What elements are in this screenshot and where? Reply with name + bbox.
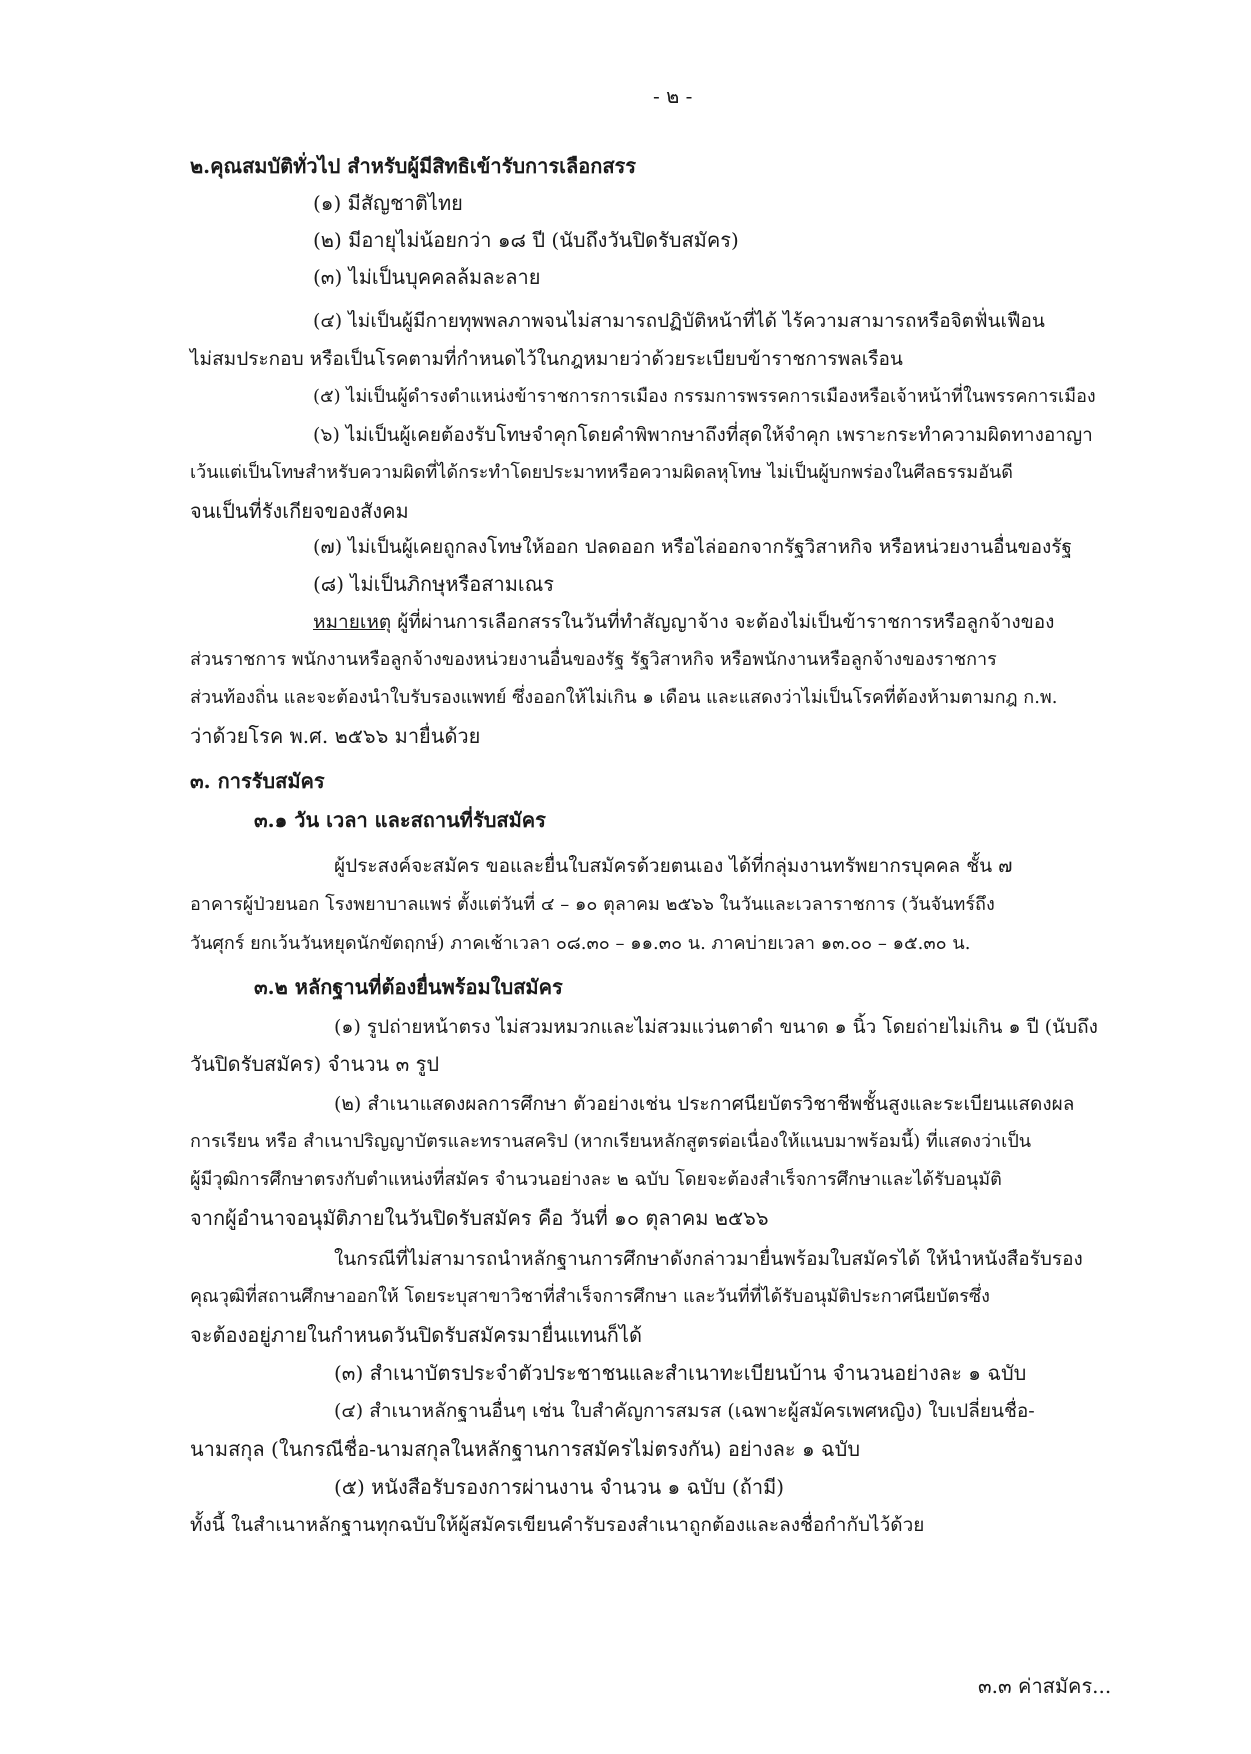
s31-line-1: ผู้ประสงค์จะสมัคร ขอและยื่นใบสมัครด้วยตนเอง ได้ที่กลุ่มงานทรัพยากรบุคคล ชั้น ๗ — [334, 855, 1013, 877]
s2-item-8: (๘) ไม่เป็นภิกษุหรือสามเณร — [313, 572, 555, 596]
s32-para-2: คุณวุฒิที่สถานศึกษาออกให้ โดยระบุสาขาวิชาที่สำเร็จการศึกษา และวันที่ที่ได้รับอนุมัติประกาศนียบัตรซึ่ง — [190, 1286, 990, 1307]
note-text: ผู้ที่ผ่านการเลือกสรรในวันที่ทำสัญญาจ้าง จะต้องไม่เป็นข้าราชการหรือลูกจ้างของ — [391, 611, 1055, 633]
s2-item-6b: เว้นแต่เป็นโทษสำหรับความผิดที่ได้กระทำโดยประมาทหรือความผิดลหุโทษ ไม่เป็นผู้บกพร่องในศีลธรรมอันดี — [190, 462, 1013, 483]
s32-item-2c: ผู้มีวุฒิการศึกษาตรงกับตำแหน่งที่สมัคร จำนวนอย่างละ ๒ ฉบับ โดยจะต้องสำเร็จการศึกษาและได้รับอนุมัติ — [190, 1169, 1002, 1190]
s32-heading: ๓.๒ หลักฐานที่ต้องยื่นพร้อมใบสมัคร — [254, 975, 563, 999]
s32-para-3: จะต้องอยู่ภายในกำหนดวันปิดรับสมัครมายื่นแทนก็ได้ — [190, 1323, 642, 1347]
s2-note-2: ส่วนราชการ พนักงานหรือลูกจ้างของหน่วยงานอื่นของรัฐ รัฐวิสาหกิจ หรือพนักงานหรือลูกจ้างของราชการ — [190, 649, 997, 670]
footer-next-section: ๓.๓ ค่าสมัคร... — [978, 1674, 1112, 1698]
closing-sentence: ทั้งนี้ ในสำเนาหลักฐานทุกฉบับให้ผู้สมัครเขียนคำรับรองสำเนาถูกต้องและลงชื่อกำกับไว้ด้วย — [190, 1514, 925, 1536]
s32-para-1: ในกรณีที่ไม่สามารถนำหลักฐานการศึกษาดังกล่าวมายื่นพร้อมใบสมัครได้ ให้นำหนังสือรับรอง — [334, 1248, 1083, 1270]
s2-item-3: (๓) ไม่เป็นบุคคลล้มละลาย — [313, 265, 541, 289]
s2-item-4b: ไม่สมประกอบ หรือเป็นโรคตามที่กำหนดไว้ในกฎหมายว่าด้วยระเบียบข้าราชการพลเรือน — [190, 348, 903, 370]
page-number: - ๒ - — [653, 84, 693, 108]
s2-item-7: (๗) ไม่เป็นผู้เคยถูกลงโทษให้ออก ปลดออก หรือไล่ออกจากรัฐวิสาหกิจ หรือหน่วยงานอื่นของรัฐ — [313, 536, 1072, 558]
s2-item-2: (๒) มีอายุไม่น้อยกว่า ๑๘ ปี (นับถึงวันปิดรับสมัคร) — [313, 228, 739, 252]
s2-note-3: ส่วนท้องถิ่น และจะต้องนำใบรับรองแพทย์ ซึ่งออกให้ไม่เกิน ๑ เดือน และแสดงว่าไม่เป็นโรคที่ต้องห้ามตามกฎ ก.พ. — [190, 687, 1058, 708]
section-3-heading: ๓. การรับสมัคร — [190, 769, 325, 793]
s32-item-1b: วันปิดรับสมัคร) จำนวน ๓ รูป — [190, 1052, 440, 1076]
s32-item-5: (๕) หนังสือรับรองการผ่านงาน จำนวน ๑ ฉบับ (ถ้ามี) — [334, 1475, 785, 1499]
s31-line-3: วันศุกร์ ยกเว้นวันหยุดนักขัตฤกษ์) ภาคเช้าเวลา ๐๘.๓๐ – ๑๑.๓๐ น. ภาคบ่ายเวลา ๑๓.๐๐ – ๑๕.๓๐ น. — [190, 933, 971, 954]
s2-item-6c: จนเป็นที่รังเกียจของสังคม — [190, 499, 409, 523]
s31-line-2: อาคารผู้ป่วยนอก โรงพยาบาลแพร่ ตั้งแต่วันที่ ๔ – ๑๐ ตุลาคม ๒๕๖๖ ในวันและเวลาราชการ (วันจันทร์ถึง — [190, 894, 995, 915]
s32-item-4a: (๔) สำเนาหลักฐานอื่นๆ เช่น ใบสำคัญการสมรส (เฉพาะผู้สมัครเพศหญิง) ใบเปลี่ยนชื่อ- — [334, 1400, 1035, 1422]
s32-item-2a: (๒) สำเนาแสดงผลการศึกษา ตัวอย่างเช่น ประกาศนียบัตรวิชาชีพชั้นสูงและระเบียนแสดงผล — [334, 1093, 1075, 1115]
s2-note-4: ว่าด้วยโรค พ.ศ. ๒๕๖๖ มายื่นด้วย — [190, 724, 481, 748]
s32-item-1a: (๑) รูปถ่ายหน้าตรง ไม่สวมหมวกและไม่สวมแว่นตาดำ ขนาด ๑ นิ้ว โดยถ่ายไม่เกิน ๑ ปี (นับถึง — [334, 1016, 1098, 1038]
s2-item-4a: (๔) ไม่เป็นผู้มีกายทุพพลภาพจนไม่สามารถปฏิบัติหน้าที่ได้ ไร้ความสามารถหรือจิตฟั่นเฟือน — [313, 310, 1045, 332]
s2-item-1: (๑) มีสัญชาติไทย — [313, 191, 463, 215]
section-2-heading: ๒.คุณสมบัติทั่วไป สำหรับผู้มีสิทธิเข้ารับการเลือกสรร — [190, 154, 637, 178]
s32-item-2b: การเรียน หรือ สำเนาปริญญาบัตรและทรานสคริป (หากเรียนหลักสูตรต่อเนื่องให้แนบมาพร้อมนี้) ที่แสดงว่าเป็น — [190, 1131, 1032, 1152]
s2-note — [313, 608, 1054, 636]
s2-item-5: (๕) ไม่เป็นผู้ดำรงตำแหน่งข้าราชการการเมือง กรรมการพรรคการเมืองหรือเจ้าหน้าที่ในพรรคการเมือง — [313, 386, 1096, 407]
s32-item-2d: จากผู้อำนาจอนุมัติภายในวันปิดรับสมัคร คือ วันที่ ๑๐ ตุลาคม ๒๕๖๖ — [190, 1206, 769, 1230]
s32-item-3: (๓) สำเนาบัตรประจำตัวประชาชนและสำเนาทะเบียนบ้าน จำนวนอย่างละ ๑ ฉบับ — [334, 1361, 1027, 1385]
s31-heading: ๓.๑ วัน เวลา และสถานที่รับสมัคร — [254, 808, 546, 832]
s32-item-4b: นามสกุล (ในกรณีชื่อ-นามสกุลในหลักฐานการสมัครไม่ตรงกัน) อย่างละ ๑ ฉบับ — [190, 1437, 861, 1461]
s2-item-6a: (๖) ไม่เป็นผู้เคยต้องรับโทษจำคุกโดยคำพิพากษาถึงที่สุดให้จำคุก เพราะกระทำความผิดทางอาญา — [313, 424, 1093, 446]
note-label: หมายเหตุ — [313, 611, 392, 633]
